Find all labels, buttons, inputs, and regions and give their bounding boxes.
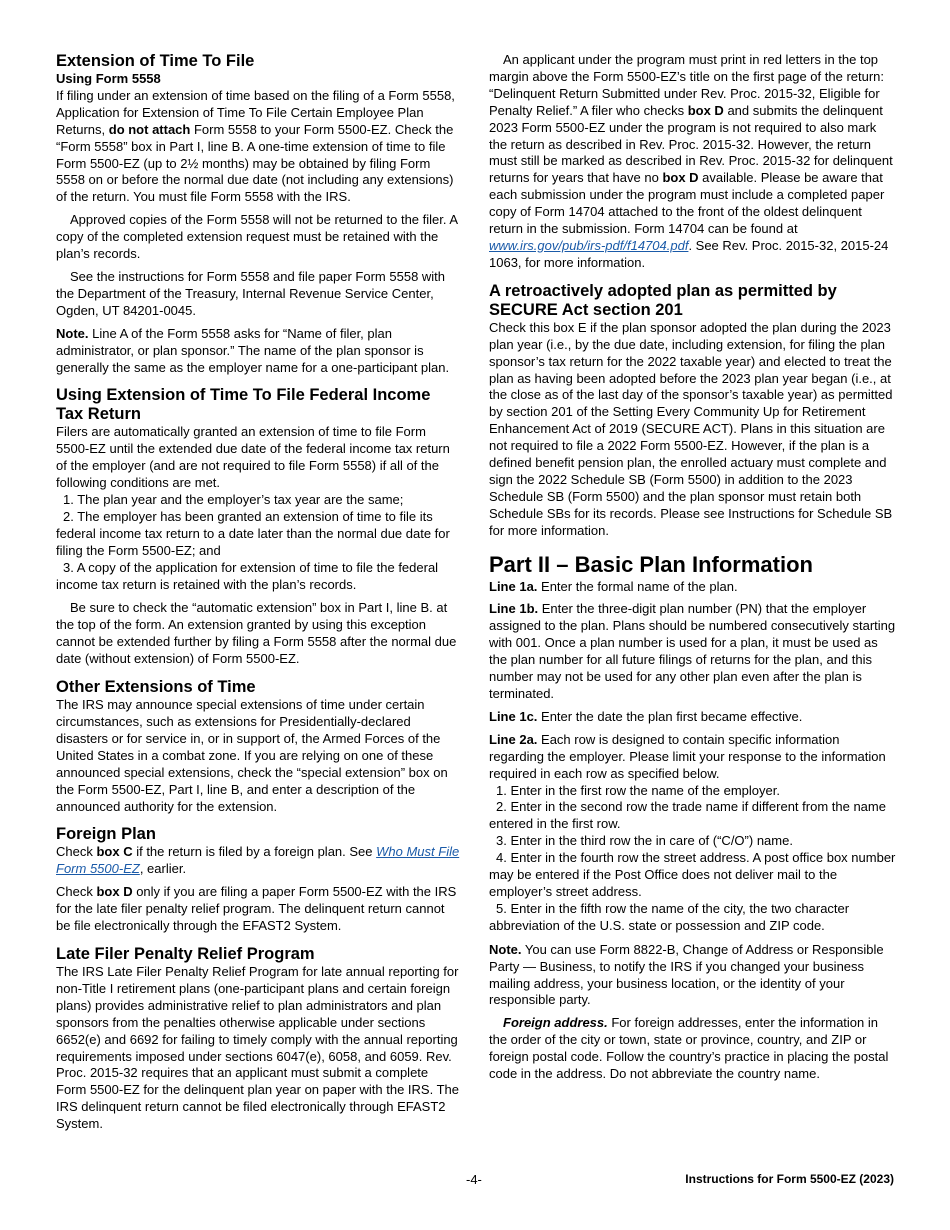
- paragraph-foreign-plan-box-c: Check box C if the return is filed by a foreign plan. See Who Must File Form 5500-EZ, earlier.: [56, 844, 460, 877]
- section-part-2: [489, 552, 896, 1083]
- paragraph-foreign-plan-box-d: Check box D only if you are filing a paper Form 5500-EZ with the IRS for the late filer penalty relief program. The delinquent return cannot be file electronically through the EFAST2 System.: [56, 884, 457, 934]
- paragraph-5558-filing: If filing under an extension of time based on the filing of a Form 5558, Application for Extension of Time To File Certain Employee Plan Returns, do not attach Form 5558 to your Form 5500-EZ. Check the “Form 5558” box in Part I, line B. A one-time extension of time to file Form 5500-EZ (up to 2½ months) may be obtained by filing Form 5558 on or before the normal due date (not including any extensions) of the return. You must file Form 5558 with the IRS.: [56, 87, 455, 205]
- section-other-extensions: [56, 678, 460, 815]
- note-form-8822b: Note. You can use Form 8822-B, Change of Address or Responsible Party — Business, to notify the IRS if you changed your business mailing address, your business location, or the identity of your responsible party.: [489, 941, 884, 1008]
- link-form-14704[interactable]: www.irs.gov/pub/irs-pdf/f14704.pdf: [489, 237, 689, 253]
- list-item: 3. A copy of the application for extension of time to file the federal income tax return is retained with the plan’s records.: [56, 559, 439, 592]
- list-item: 4. Enter in the fourth row the street address. A post office box number may be entered if the Post Office does not deliver mail to the employer’s street address.: [489, 850, 896, 899]
- paragraph-late-filer: The IRS Late Filer Penalty Relief Program for late annual reporting for non-Title I retirement plans (one-participant plans and certain foreign plans) provides administrative relief to plan administrators and plan sponsors from the penalties otherwise applicable under sections 6652(e) and 6692 for failing to timely comply with the annual reporting requirements imposed under sections 6047(e), 6058, and 6059. Rev. Proc. 2015-32 requires that an applicant must submit a complete Form 5500-EZ for the delinquent plan year on paper with the IRS. The IRS delinquent return cannot be filed electronically through EFAST2 System.: [56, 963, 459, 1132]
- heading-federal-extension: Using Extension of Time To File Federal Income Tax Return: [56, 386, 431, 424]
- paragraph-line-1b: Line 1b. Enter the three-digit plan number (PN) that the employer assigned to the plan. Plans should be numbered consecutively starting with 001. Once a plan number is used for a plan, it must be used as the plan number for all future filings of returns for the plan, and this number may not be used for any other plan even after the plan is terminated.: [489, 601, 896, 701]
- list-item: 2. The employer has been granted an extension of time to file its federal income tax return to a date later than the normal due date for filing the Form 5500-EZ; and: [56, 508, 450, 558]
- paragraph-5558-instructions: See the instructions for Form 5558 and file paper Form 5558 with the Department of the Treasury, Internal Revenue Service Center, Ogden, UT 84201-0045.: [56, 268, 446, 318]
- list-item: 1. The plan year and the employer’s tax year are the same;: [63, 492, 404, 508]
- page-number: -4-: [466, 1172, 482, 1187]
- heading-late-filer: Late Filer Penalty Relief Program: [56, 944, 315, 963]
- heading-foreign-plan: Foreign Plan: [56, 825, 156, 844]
- section-foreign-plan: [56, 825, 460, 935]
- subheading-using-form-5558: Using Form 5558: [56, 71, 161, 86]
- paragraph-line-1c: Line 1c. Enter the date the plan first became effective.: [489, 708, 803, 724]
- right-column: [489, 52, 896, 1089]
- heading-extension-of-time: Extension of Time To File: [56, 52, 255, 70]
- list-item: 5. Enter in the fifth row the name of the city, the two character abbreviation of the U.S. state or possession and ZIP code.: [489, 900, 850, 933]
- paragraph-5558-copies: Approved copies of the Form 5558 will not be returned to the filer. A copy of the completed extension request must be retained with the plan’s records.: [56, 212, 458, 262]
- list-item: 3. Enter in the third row the in care of (“C/O”) name.: [496, 833, 793, 849]
- paragraph-line-2a: Line 2a. Each row is designed to contain specific information regarding the employer. Please limit your response to the information required in each row as specified below.: [489, 731, 886, 781]
- paragraph-secure-act: Check this box E if the plan sponsor adopted the plan during the 2023 plan year (i.e., by the due date, including extension, for filing the plan sponsor’s tax return for the 2022 taxable year) and elected to treat the plan as having been adopted before the 2023 plan year began (i.e., at the close as of the last day of the sponsor’s taxable year) as permitted by section 201 of the Setting Every Community Up for Retirement Enhancement Act of 2019 (SECURE ACT). Plans in this situation are not required to file a 2022 Form 5500-EZ. However, if the plan is a defined benefit pension plan, the enrolled actuary must complete and sign the 2022 Schedule SB (Form 5500) in addition to the 2023 Schedule SB (Form 5500) and the plan sponsor must retain both Schedule SBs for its records. Please see Instructions for Schedule SB for more information.: [489, 319, 893, 538]
- link-who-must-file[interactable]: Who Must File Form 5500-EZ: [56, 844, 460, 877]
- heading-part-2: Part II – Basic Plan Information: [489, 551, 813, 577]
- paragraph-line-1a: Line 1a. Enter the formal name of the plan.: [489, 578, 738, 594]
- heading-secure-act: A retroactively adopted plan as permitted by SECURE Act section 201: [489, 281, 837, 319]
- paragraph-other-extensions: The IRS may announce special extensions of time under certain circumstances, such as extensions for Presidentially-declared disasters or for service in, or in support of, the Armed Forces of the United States in a combat zone. If you are relying on one of these announced special extensions, check the “special extension” box on the Form 5500-EZ, Part I, line B, and enter a description of the announced authority for the extension.: [56, 697, 448, 814]
- paragraph-automatic-extension: Be sure to check the “automatic extension” box in Part I, line B. at the top of the form. An extension granted by using this exception cannot be extended further by filing a Form 5558 after the normal due date (without extension) of Form 5500-EZ.: [56, 600, 457, 667]
- document-title-footer: Instructions for Form 5500-EZ (2023): [685, 1172, 894, 1186]
- list-item: 1. Enter in the first row the name of the employer.: [496, 782, 780, 798]
- paragraph-applicant-red-letters: An applicant under the program must print in red letters in the top margin above the Form 5500-EZ’s title on the first page of the return: “Delinquent Return Submitted under Rev. Proc. 2015-32, Eligible for Penalty Relief.” A filer who checks box D and submits the delinquent 2023 Form 5500-EZ under the program is not required to also mark the return as described in Rev. Proc. 2015-32. However, the return must still be marked as described in Rev. Proc. 2015-32 for delinquent returns for years that have no box D available. Please be aware that each submission under the program must include a completed paper copy of Form 14704 attached to the front of the oldest delinquent return in the submission. Form 14704 can be found at www.irs.gov/pub/irs-pdf/f14704.pdf. See Rev. Proc. 2015-32, 2015-24 1063, for more information.: [489, 52, 893, 270]
- list-item: 2. Enter in the second row the trade name if different from the name entered in the first row.: [489, 799, 886, 832]
- heading-other-extensions: Other Extensions of Time: [56, 678, 256, 697]
- paragraph-foreign-address: Foreign address. For foreign addresses, enter the information in the order of the city or town, state or province, country, and ZIP or foreign postal code. Follow the country’s practice in placing the postal code in the address. Do not abbreviate the country name.: [489, 1015, 889, 1082]
- left-column: [56, 52, 460, 1139]
- paragraph-federal-extension-intro: Filers are automatically granted an extension of time to file Form 5500-EZ until the extended due date of the federal income tax return of the employer (and are not required to file Form 5558) if all of the following conditions are met.: [56, 424, 450, 491]
- note-5558-line-a: Note. Line A of the Form 5558 asks for “Name of filer, plan administrator, or plan sponsor.” The name of the plan sponsor is generally the same as the employer name for a one-participant plan.: [56, 325, 450, 375]
- section-extension-of-time: [56, 52, 460, 376]
- section-late-filer: [56, 945, 460, 1133]
- section-secure-act: [489, 282, 896, 540]
- section-federal-extension: [56, 386, 460, 668]
